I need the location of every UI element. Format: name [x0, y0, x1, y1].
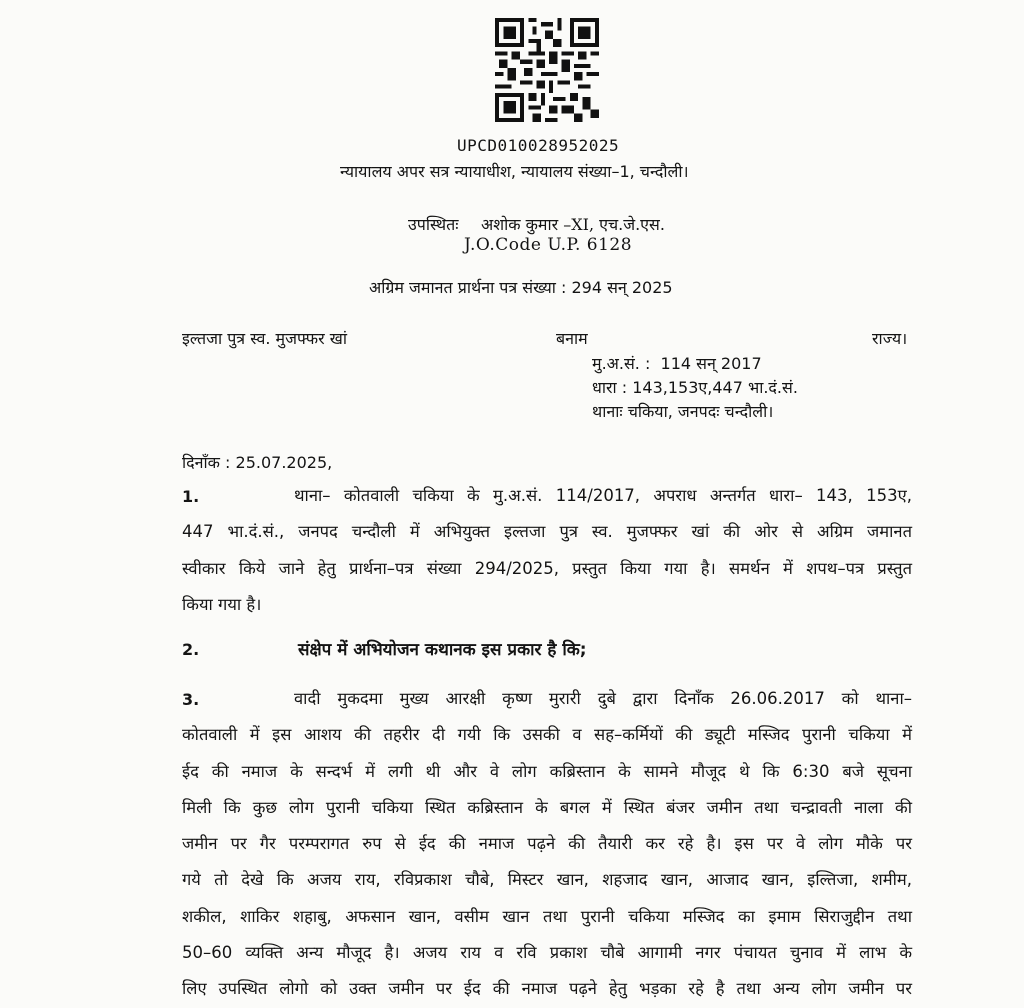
respondent-name: राज्य। [872, 329, 908, 348]
sections-charged: धारा : 143,153ए,447 भा.दं.सं. [592, 378, 798, 397]
paragraph-3-line-2: कोतवाली में इस आशय की तहरीर दी गयी कि उसकी व सह–कर्मियों की ड्यूटी मस्जिद पुरानी चकिया में [182, 725, 912, 745]
jo-code: J.O.Code U.P. 6128 [464, 235, 633, 255]
order-date: दिनाँक : 25.07.2025, [182, 453, 333, 472]
paragraph-3-line-6: गये तो देखे कि अजय राय, रविप्रकाश चौबे, मिस्टर खान, शहजाद खान, आजाद खान, इल्तिजा, शमीम, [182, 870, 912, 890]
application-number: अग्रिम जमानत प्रार्थना पत्र संख्या : 294 सन् 2025 [369, 278, 673, 297]
applicant-name: इल्तजा पुत्र स्व. मुजफ्फर खां [182, 329, 347, 348]
paragraph-1-line-2: 447 भा.दं.सं., जनपद चन्दौली में अभियुक्त इल्तजा पुत्र स्व. मुजफ्फर खां की ओर से अग्रिम जमानत [182, 522, 912, 542]
paragraph-3-line-8: 50–60 व्यक्ति अन्य मौजूद है। अजय राय व रवि प्रकाश चौबे आगामी नगर पंचायत चुनाव में लाभ के [182, 943, 912, 963]
paragraph-3-line-9: लिए उपस्थित लोगो को उक्त जमीन पर ईद की नमाज पढ़ने हेतु भड़का रहे है तथा अन्य लोग जमीन पर [182, 979, 912, 999]
paragraph-1 [182, 478, 912, 623]
versus-label: बनाम [556, 329, 588, 348]
paragraph-2-number: 2. [182, 640, 200, 659]
paragraph-3-line-5: जमीन पर गैर परम्परागत रुप से ईद की नमाज पढ़ने की तैयारी कर रहे है। इस पर वे लोग मौके पर [182, 834, 912, 854]
paragraph-3-line-1: वादी मुकदमा मुख्य आरक्षी कृष्ण मुरारी दुबे द्वारा दिनाँक 26.06.2017 को थाना– [294, 689, 912, 708]
paragraph-1-line-3: स्वीकार किये जाने हेतु प्रार्थना–पत्र संख्या 294/2025, प्रस्तुत किया गया है। समर्थन में शपथ–पत्र प्रस्तुत [182, 558, 912, 578]
paragraph-3-number: 3. [182, 690, 200, 709]
paragraph-3 [182, 681, 912, 1008]
document-code: UPCD010028952025 [457, 136, 620, 155]
case-number: मु.अ.सं. : 114 सन् 2017 [592, 354, 762, 373]
paragraph-3-line-3: ईद की नमाज के सन्दर्भ में लगी थी और वे लोग कब्रिस्तान के सामने मौजूद थे कि 6:30 बजे सूचना [182, 761, 912, 781]
section-heading: संक्षेप में अभियोजन कथानक इस प्रकार है कि; [298, 640, 587, 660]
paragraph-3-line-4: मिली कि कुछ लोग पुरानी चकिया स्थित कब्रिस्तान के बगल में स्थित बंजर जमीन तथा चन्द्रावती नाला की [182, 797, 912, 817]
qr-code-icon [495, 18, 599, 122]
judge-name: अशोक कुमार –XI, एच.जे.एस. [481, 215, 665, 234]
paragraph-1-number: 1. [182, 487, 200, 506]
police-station: थानाः चकिया, जनपदः चन्दौली। [592, 402, 774, 421]
court-name: न्यायालय अपर सत्र न्यायाधीश, न्यायालय संख्या–1, चन्दौली। [340, 162, 689, 181]
paragraph-1-line-4: किया गया है। [182, 594, 262, 614]
paragraph-3-line-7: शकील, शाकिर शहाबु, अफसान खान, वसीम खान तथा पुरानी चकिया मस्जिद का इमाम सिराजुद्दीन तथा [182, 906, 912, 926]
paragraph-1-line-1: थाना– कोतवाली चकिया के मु.अ.सं. 114/2017, अपराध अन्तर्गत धारा– 143, 153ए, [294, 486, 912, 505]
present-label: उपस्थितः [408, 215, 459, 234]
